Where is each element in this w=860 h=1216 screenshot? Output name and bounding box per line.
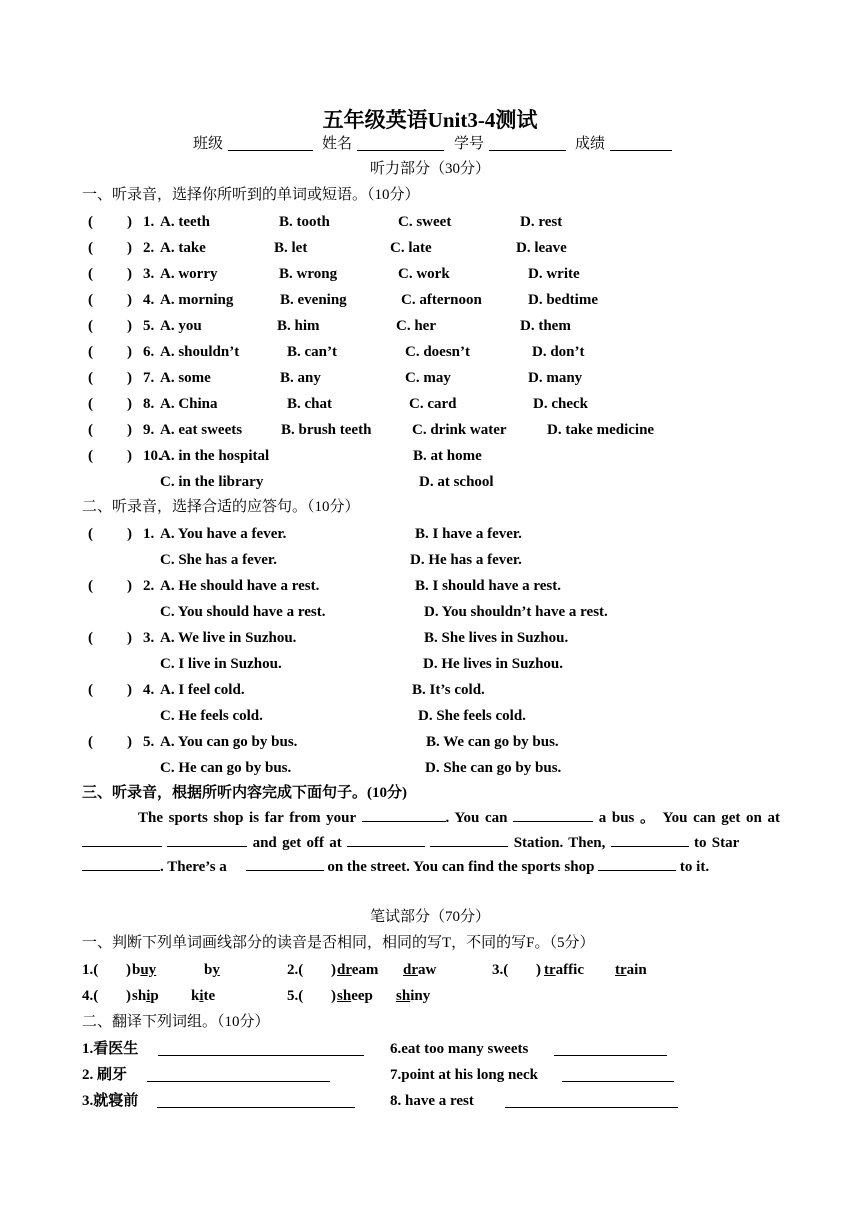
question-number: 5. (143, 734, 155, 750)
answer-bracket-open: ( (88, 318, 93, 334)
question-number: 8. (143, 396, 155, 412)
word-2: draw (403, 962, 437, 978)
answer-bracket-close: ) (536, 962, 541, 978)
question-number: 4. (143, 292, 155, 308)
answer-bracket-open: ( (88, 344, 93, 360)
answer-bracket-close: ) (127, 578, 132, 594)
answer-bracket-close: ) (127, 370, 132, 386)
exam-title: 五年级英语Unit3-4测试 (322, 108, 538, 132)
option-c: C. I live in Suzhou. (160, 656, 282, 672)
listening-sec2-heading: 二、听录音，选择合适的应答句。（10分） (82, 499, 360, 515)
answer-bracket-open: ( (88, 370, 93, 386)
question-number: 1.( (82, 962, 99, 978)
question-number: 2. (143, 240, 155, 256)
translation-item-label: 7.point at his long neck (390, 1067, 538, 1083)
header-class-label: 班级 (193, 136, 224, 152)
option-d: D. You shouldn’t have a rest. (424, 604, 608, 620)
word-1: traffic (544, 962, 584, 978)
option-c: C. late (390, 240, 432, 256)
answer-bracket-close: ) (126, 988, 131, 1004)
option-d: D. rest (520, 214, 563, 230)
score-blank[interactable] (610, 135, 672, 151)
option-c: C. may (405, 370, 451, 386)
option-d: D. bedtime (528, 292, 598, 308)
option-b: B. wrong (279, 266, 338, 282)
option-d: D. many (528, 370, 583, 386)
question-number: 4. (143, 682, 155, 698)
translation-item-label: 1.看医生 (82, 1041, 139, 1057)
question-number: 6. (143, 344, 155, 360)
question-number: 9. (143, 422, 155, 438)
option-b: B. It’s cold. (412, 682, 485, 698)
answer-bracket-close: ) (127, 318, 132, 334)
option-d: D. He lives in Suzhou. (423, 656, 564, 672)
option-b: B. brush teeth (281, 422, 372, 438)
word-1: sheep (337, 988, 373, 1004)
answer-bracket-open: ( (88, 396, 93, 412)
option-c: C. card (409, 396, 457, 412)
written-sec2-heading: 二、翻译下列词组。（10分） (82, 1014, 270, 1030)
option-c: C. work (398, 266, 450, 282)
answer-bracket-close: ) (127, 344, 132, 360)
answer-bracket-close: ) (331, 962, 336, 978)
answer-bracket-open: ( (88, 526, 93, 542)
question-number: 2.( (287, 962, 304, 978)
option-a: A. worry (160, 266, 218, 282)
question-number: 3. (143, 266, 155, 282)
translation-item-label: 6.eat too many sweets (390, 1041, 529, 1057)
translation-answer-blank[interactable] (157, 1092, 355, 1108)
question-number: 1. (143, 526, 155, 542)
translation-answer-blank[interactable] (554, 1040, 667, 1056)
answer-bracket-close: ) (127, 630, 132, 646)
answer-bracket-close: ) (127, 422, 132, 438)
question-number: 5.( (287, 988, 304, 1004)
option-d: D. She feels cold. (418, 708, 526, 724)
answer-bracket-close: ) (127, 682, 132, 698)
answer-bracket-open: ( (88, 682, 93, 698)
listening-heading: 听力部分（30分） (369, 161, 490, 177)
option-a: A. I feel cold. (160, 682, 245, 698)
answer-bracket-close: ) (127, 266, 132, 282)
option-a: A. China (160, 396, 218, 412)
option-a: A. teeth (160, 214, 210, 230)
translation-answer-blank[interactable] (158, 1040, 364, 1056)
listening-sec1-heading: 一、听录音，选择你所听到的单词或短语。（10分） (82, 187, 420, 203)
answer-bracket-open: ( (88, 578, 93, 594)
translation-answer-blank[interactable] (147, 1066, 330, 1082)
option-a: A. you (160, 318, 202, 334)
option-b: B. She lives in Suzhou. (424, 630, 569, 646)
word-1: buy (132, 962, 157, 978)
fill-in-paragraph: The sports shop is far from your . You can a bus 。 You can get on at and get off at Station. Then, to Star . There’s a on the street. You can find the sports shop to it. (82, 806, 780, 880)
option-c: C. sweet (398, 214, 452, 230)
option-d: D. leave (516, 240, 567, 256)
option-a: A. shouldn’t (160, 344, 240, 360)
question-number: 3.( (492, 962, 509, 978)
option-c: C. doesn’t (405, 344, 471, 360)
written-sec1-heading: 一、判断下列单词画线部分的读音是否相同，相同的写T，不同的写F。（5分） (82, 935, 595, 951)
answer-bracket-open: ( (88, 630, 93, 646)
option-d: D. He has a fever. (410, 552, 522, 568)
option-c: C. You should have a rest. (160, 604, 326, 620)
question-number: 10. (143, 448, 162, 464)
option-b: B. evening (280, 292, 347, 308)
answer-bracket-close: ) (127, 292, 132, 308)
option-c: C. She has a fever. (160, 552, 277, 568)
answer-bracket-close: ) (127, 734, 132, 750)
answer-bracket-open: ( (88, 214, 93, 230)
option-d: D. write (528, 266, 580, 282)
option-c: C. afternoon (401, 292, 482, 308)
option-c: C. He can go by bus. (160, 760, 292, 776)
option-b: B. I should have a rest. (415, 578, 562, 594)
option-d: D. check (533, 396, 588, 412)
option-c: C. drink water (412, 422, 507, 438)
question-number: 5. (143, 318, 155, 334)
option-c: C. her (396, 318, 436, 334)
question-number: 4.( (82, 988, 99, 1004)
written-heading: 笔试部分（70分） (369, 909, 490, 925)
option-b: B. him (277, 318, 320, 334)
option-d: D. them (520, 318, 571, 334)
option-b: B. tooth (279, 214, 330, 230)
question-number: 2. (143, 578, 155, 594)
answer-bracket-close: ) (126, 962, 131, 978)
word-1: dream (337, 962, 379, 978)
option-d: D. take medicine (547, 422, 655, 438)
option-c: C. in the library (160, 474, 264, 490)
translation-item-label: 3.就寝前 (82, 1093, 139, 1109)
header-number-label: 学号 (454, 136, 485, 152)
header-name-label: 姓名 (322, 136, 353, 152)
answer-bracket-close: ) (127, 214, 132, 230)
name-blank[interactable] (357, 135, 444, 151)
answer-bracket-open: ( (88, 292, 93, 308)
option-d: D. don’t (532, 344, 585, 360)
answer-bracket-close: ) (127, 396, 132, 412)
option-b: B. I have a fever. (415, 526, 522, 542)
header-score-label: 成绩 (575, 136, 606, 152)
option-b: B. can’t (287, 344, 337, 360)
option-a: A. We live in Suzhou. (160, 630, 297, 646)
question-number: 1. (143, 214, 155, 230)
option-c: C. He feels cold. (160, 708, 263, 724)
option-b: B. We can go by bus. (426, 734, 559, 750)
answer-bracket-close: ) (331, 988, 336, 1004)
option-d: D. at school (419, 474, 494, 490)
option-a: A. some (160, 370, 211, 386)
answer-bracket-open: ( (88, 266, 93, 282)
question-number: 3. (143, 630, 155, 646)
answer-bracket-close: ) (127, 526, 132, 542)
option-a: A. You can go by bus. (160, 734, 298, 750)
question-number: 7. (143, 370, 155, 386)
option-b: B. any (280, 370, 321, 386)
translation-item-label: 2. 刷牙 (82, 1067, 128, 1083)
word-2: train (615, 962, 647, 978)
translation-answer-blank[interactable] (562, 1066, 674, 1082)
option-a: A. You have a fever. (160, 526, 287, 542)
option-b: B. at home (413, 448, 482, 464)
option-a: A. in the hospital (160, 448, 270, 464)
option-a: A. He should have a rest. (160, 578, 320, 594)
answer-bracket-open: ( (88, 734, 93, 750)
number-blank[interactable] (489, 135, 566, 151)
option-b: B. let (274, 240, 308, 256)
answer-bracket-close: ) (127, 240, 132, 256)
listening-sec3-heading: 三、听录音，根据所听内容完成下面句子。(10分) (82, 785, 407, 801)
word-2: kite (191, 988, 216, 1004)
option-b: B. chat (287, 396, 332, 412)
answer-bracket-open: ( (88, 422, 93, 438)
option-a: A. eat sweets (160, 422, 243, 438)
translation-answer-blank[interactable] (505, 1092, 678, 1108)
translation-item-label: 8. have a rest (390, 1093, 474, 1109)
class-blank[interactable] (228, 135, 313, 151)
word-2: by (204, 962, 220, 978)
option-d: D. She can go by bus. (425, 760, 562, 776)
option-a: A. take (160, 240, 206, 256)
answer-bracket-close: ) (127, 448, 132, 464)
answer-bracket-open: ( (88, 448, 93, 464)
word-2: shiny (396, 988, 431, 1004)
answer-bracket-open: ( (88, 240, 93, 256)
word-1: ship (132, 988, 159, 1004)
option-a: A. morning (160, 292, 234, 308)
